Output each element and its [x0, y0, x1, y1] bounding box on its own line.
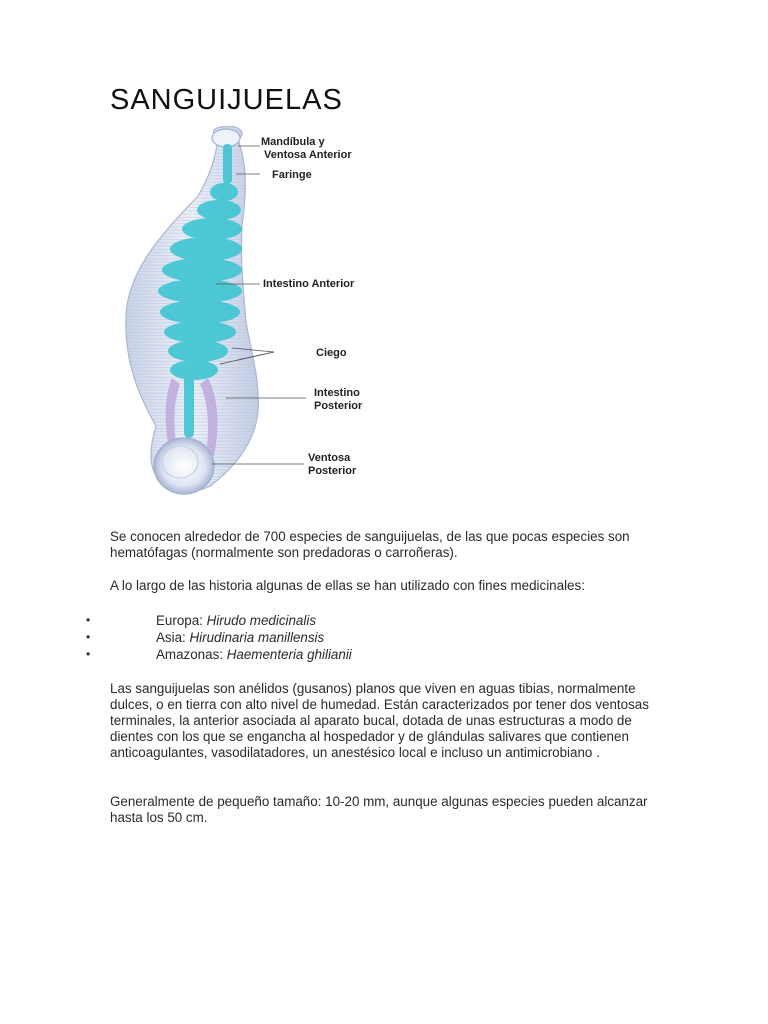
label-intestino-posterior-2: Posterior: [314, 400, 363, 412]
page-title: SANGUIJUELAS: [110, 84, 343, 116]
intro-paragraph: Se conocen alrededor de 700 especies de sanguijuelas, de las que pocas especies son hematófagas (normalmente son predadoras o carroñeras).: [110, 529, 630, 560]
species-name: Hirudo medicinalis: [206, 613, 317, 628]
label-mandibula-1: Mandíbula y: [261, 136, 325, 148]
label-intestino-posterior-1: Intestino: [314, 387, 360, 399]
label-ventosa-posterior-2: Posterior: [308, 465, 357, 477]
label-faringe: Faringe: [272, 169, 312, 181]
species-list: [0, 612, 700, 663]
species-region: Asia:: [156, 630, 190, 645]
medicinal-use-paragraph: A lo largo de las historia algunas de ellas se han utilizado con fines medicinales:: [110, 578, 585, 593]
bullet: •: [86, 647, 91, 661]
bullet: •: [86, 630, 91, 644]
list-item: [0, 646, 700, 663]
bullet: •: [86, 613, 91, 627]
leech-diagram: [120, 126, 390, 510]
label-ventosa-posterior-1: Ventosa: [308, 452, 351, 464]
leech-anatomy-figure: [120, 126, 390, 510]
description-paragraph: Las sanguijuelas son anélidos (gusanos) planos que viven en aguas tibias, normalmente dulces, o en tierra con alto nivel de humedad. Están caracterizados por tener dos ventosas terminales, la anterior asociada al aparato bucal, dotada de unas estructuras a modo de dientes con los que se engancha al hospedador y de glándulas salivares que contienen anticoagulantes, vasodilatadores, un anestésico local e incluso un antimicrobiano .: [110, 681, 649, 760]
list-item: [0, 612, 700, 629]
list-item: [0, 629, 700, 646]
label-ciego: Ciego: [316, 347, 347, 359]
species-name: Hirudinaria manillensis: [189, 630, 325, 645]
species-region: Europa:: [156, 613, 207, 628]
label-mandibula-2: Ventosa Anterior: [264, 149, 352, 161]
size-paragraph: Generalmente de pequeño tamaño: 10-20 mm, aunque algunas especies pueden alcanzar hasta los 50 cm.: [110, 794, 648, 825]
species-name: Haementeria ghilianii: [226, 647, 352, 662]
species-region: Amazonas:: [156, 647, 227, 662]
label-intestino-anterior: Intestino Anterior: [263, 278, 355, 290]
